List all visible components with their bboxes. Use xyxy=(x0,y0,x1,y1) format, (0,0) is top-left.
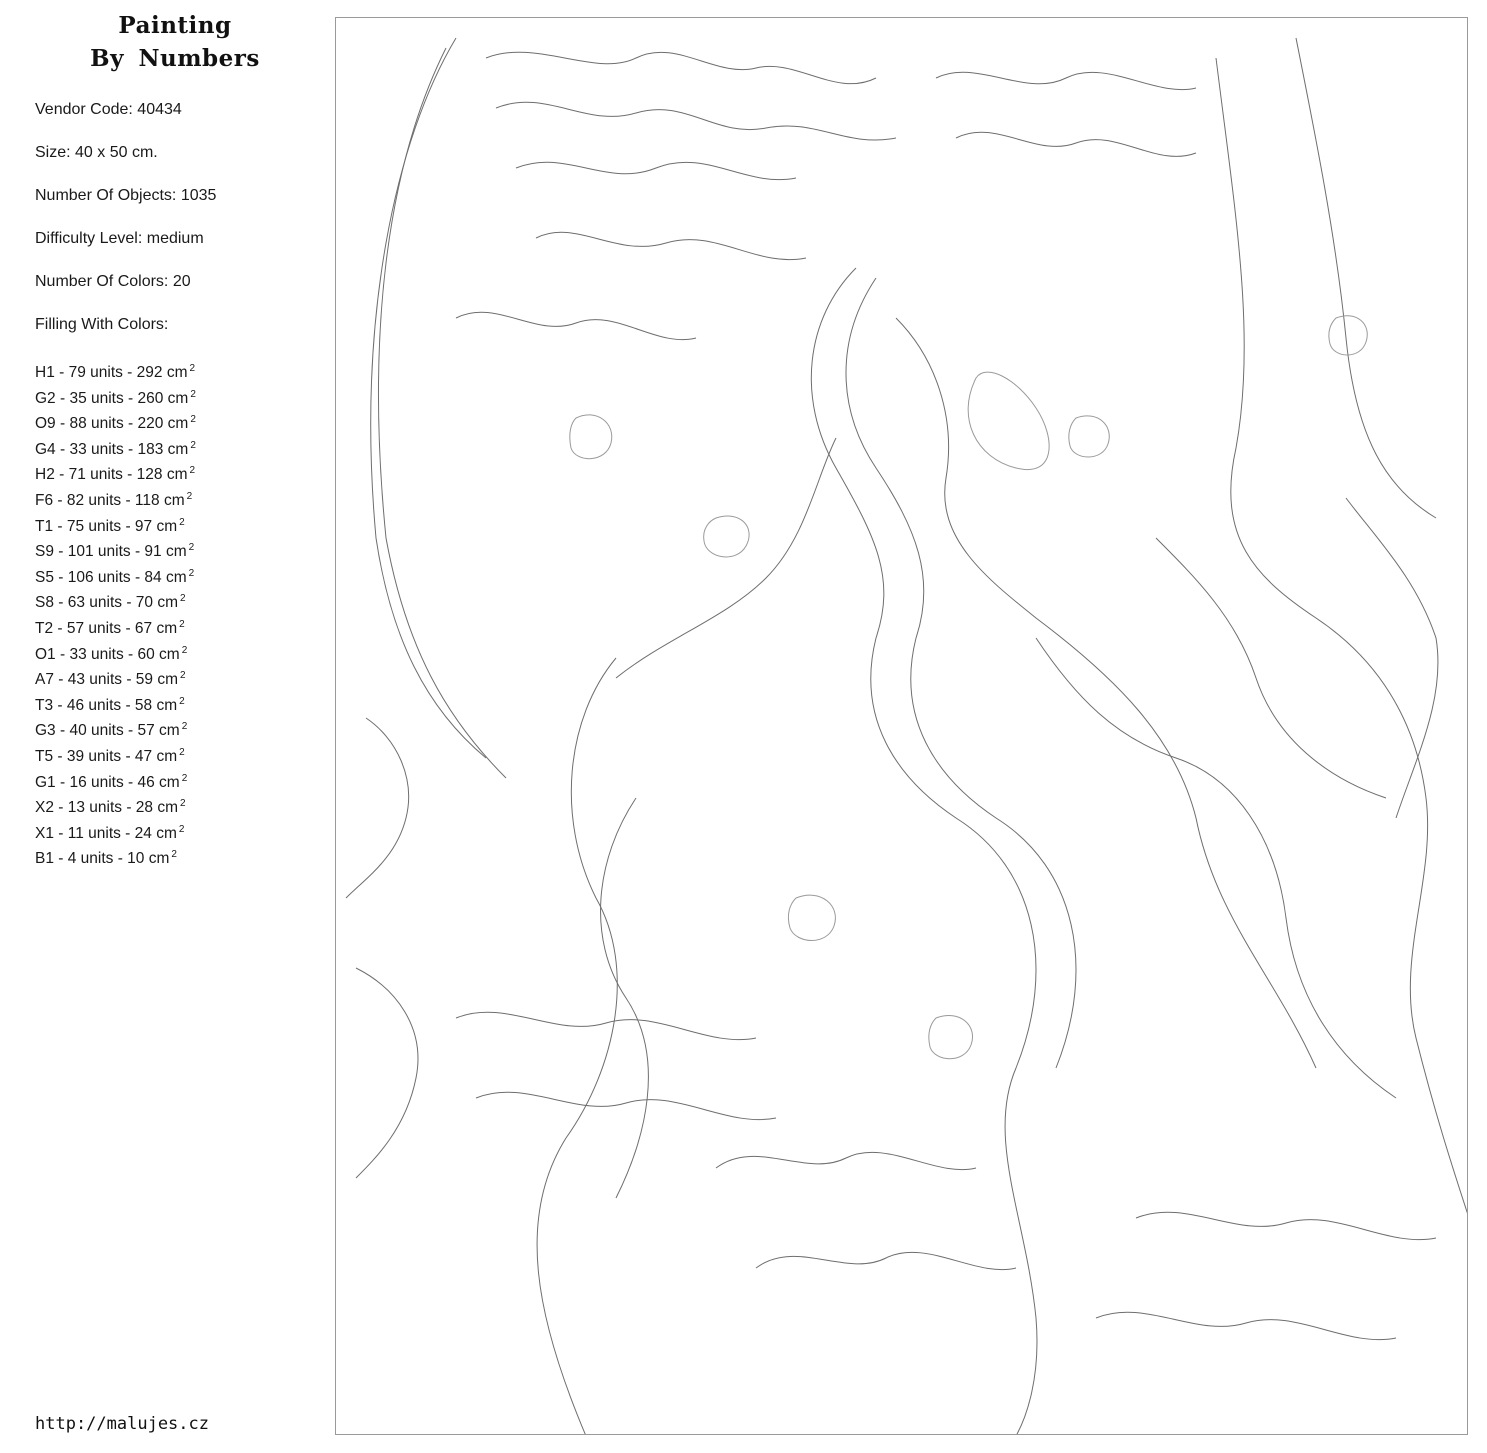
area-unit-superscript: 2 xyxy=(179,618,185,630)
area-unit-superscript: 2 xyxy=(190,439,196,451)
area-unit-superscript: 2 xyxy=(189,363,196,374)
color-entry-text: T5 - 39 units - 47 cm xyxy=(35,747,178,765)
color-entry xyxy=(35,512,196,538)
area-unit-superscript: 2 xyxy=(179,695,185,707)
color-entry xyxy=(35,844,196,870)
color-entry-text: G4 - 33 units - 183 cm xyxy=(35,440,189,458)
color-entry xyxy=(35,691,196,717)
color-entry-text: G3 - 40 units - 57 cm xyxy=(35,722,180,740)
area-unit-superscript: 2 xyxy=(181,772,188,784)
color-entry xyxy=(35,665,196,691)
color-entry xyxy=(35,358,196,384)
color-entry-text: S5 - 106 units - 84 cm xyxy=(35,568,187,586)
color-entry xyxy=(35,793,196,819)
line-art-drawing xyxy=(336,18,1468,1435)
color-entry-text: H1 - 79 units - 292 cm xyxy=(35,364,188,381)
color-entry-text: S8 - 63 units - 70 cm xyxy=(35,594,179,612)
color-entry xyxy=(35,460,196,486)
color-entry-text: T3 - 46 units - 58 cm xyxy=(35,696,178,714)
color-entry xyxy=(35,409,196,435)
area-unit-superscript: 2 xyxy=(188,542,195,554)
info-panel xyxy=(0,0,330,1453)
line-art-canvas xyxy=(335,17,1468,1435)
color-entry xyxy=(35,768,196,794)
object-count: Number Of Objects: 1035 xyxy=(35,187,217,204)
area-unit-superscript: 2 xyxy=(181,644,188,656)
color-entry-text: X1 - 11 units - 24 cm xyxy=(35,824,177,842)
color-entry-text: T2 - 57 units - 67 cm xyxy=(35,619,178,637)
difficulty-level: Difficulty Level: medium xyxy=(35,230,204,247)
area-unit-superscript: 2 xyxy=(181,721,188,733)
color-list xyxy=(35,358,196,870)
area-unit-superscript: 2 xyxy=(180,798,186,810)
color-entry-text: B1 - 4 units - 10 cm xyxy=(35,850,170,868)
color-entry-text: A7 - 43 units - 59 cm xyxy=(35,671,179,689)
area-unit-superscript: 2 xyxy=(180,670,186,682)
color-entry-text: X2 - 13 units - 28 cm xyxy=(35,799,179,817)
color-entry-text: S9 - 101 units - 91 cm xyxy=(35,543,187,561)
color-entry-text: T1 - 75 units - 97 cm xyxy=(35,517,178,535)
color-entry xyxy=(35,742,196,768)
area-unit-superscript: 2 xyxy=(171,849,177,861)
area-unit-superscript: 2 xyxy=(180,593,186,605)
color-entry-text: O1 - 33 units - 60 cm xyxy=(35,645,180,663)
area-unit-superscript: 2 xyxy=(189,465,196,477)
color-entry xyxy=(35,588,196,614)
area-unit-superscript: 2 xyxy=(179,516,185,528)
color-entry-text: G2 - 35 units - 260 cm xyxy=(35,389,189,407)
area-unit-superscript: 2 xyxy=(186,490,193,502)
area-unit-superscript: 2 xyxy=(179,746,185,758)
color-entry-text: G1 - 16 units - 46 cm xyxy=(35,773,180,791)
color-entry xyxy=(35,716,196,742)
color-entry xyxy=(35,563,196,589)
page-title-line-1: Painting xyxy=(118,12,232,39)
color-entry xyxy=(35,384,196,410)
filling-heading: Filling With Colors: xyxy=(35,316,169,333)
color-entry xyxy=(35,537,196,563)
area-unit-superscript: 2 xyxy=(190,388,196,400)
canvas-size: Size: 40 x 50 cm. xyxy=(35,144,158,161)
page-title-line-2: By Numbers xyxy=(90,45,260,72)
color-count: Number Of Colors: 20 xyxy=(35,273,191,290)
area-unit-superscript: 2 xyxy=(188,567,195,579)
website-link[interactable]: http://malujes.cz xyxy=(35,1414,209,1434)
color-entry xyxy=(35,614,196,640)
vendor-code: Vendor Code: 40434 xyxy=(35,101,182,118)
area-unit-superscript: 2 xyxy=(178,823,185,835)
color-entry-text: H2 - 71 units - 128 cm xyxy=(35,466,188,484)
color-entry-text: O9 - 88 units - 220 cm xyxy=(35,415,189,433)
area-unit-superscript: 2 xyxy=(190,414,196,426)
color-entry-text: F6 - 82 units - 118 cm xyxy=(35,491,185,509)
color-entry xyxy=(35,435,196,461)
color-entry xyxy=(35,640,196,666)
color-entry xyxy=(35,486,196,512)
color-entry xyxy=(35,819,196,845)
